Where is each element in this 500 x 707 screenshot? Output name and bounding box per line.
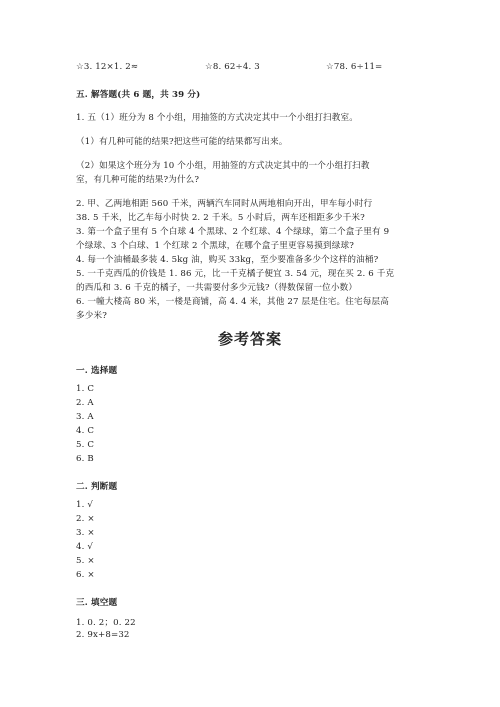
answer-judge-item: 1. √ [76, 500, 94, 510]
answers-title: 参考答案 [217, 330, 282, 348]
question-1-sub-1: （1）有几种可能的结果?把这些可能的结果都写出来。 [76, 137, 288, 147]
question-1-sub-2-line-1: （2）如果这个班分为 10 个小组，用抽签的方式决定其中的一个小组打扫教 [76, 161, 370, 171]
question-3-line-1: 3. 第一个盒子里有 5 个白球 4 个黑球、2 个红球、4 个绿球，第二个盒子里有 9 [76, 227, 390, 237]
question-1-intro: 1. 五（1）班分为 8 个小组，用抽签的方式决定其中一个小组打扫教室。 [76, 113, 358, 123]
question-2-line-2: 38. 5 千米，比乙车每小时快 2. 2 千米。5 小时后，两车还相距多少千米? [76, 213, 365, 223]
answer-choice-item: 5. C [76, 440, 95, 450]
answer-choice-item: 1. C [76, 384, 95, 394]
answer-choice-item: 4. C [76, 426, 95, 436]
answer-choice-item: 6. B [76, 454, 94, 464]
answer-fill-item: 2. 9x+8=32 [76, 630, 130, 640]
question-6-line-2: 多少米? [76, 311, 107, 321]
answer-judge-item: 3. × [76, 528, 95, 538]
answers-judge-heading: 二. 判断题 [76, 482, 118, 492]
calc-item-1: ☆3. 12×1. 2≈ [76, 62, 139, 72]
question-1-sub-2-line-2: 室，有几种可能的结果?为什么? [76, 175, 200, 185]
answers-fill-heading: 三. 填空题 [76, 598, 118, 608]
question-6-line-1: 6. 一幢大楼高 80 米，一楼是商铺，高 4. 4 米，其他 27 层是住宅。住宅每层高 [76, 297, 389, 307]
question-5-line-1: 5. 一千克西瓜的价钱是 1. 86 元，比一千克橘子便宜 3. 54 元，现在买 2. 6 千克 [76, 269, 395, 279]
answer-choice-item: 2. A [76, 398, 94, 408]
question-5-line-2: 的西瓜和 3. 6 千克的橘子，一共需要付多少元钱?（得数保留一位小数） [76, 283, 358, 293]
question-3-line-2: 个绿球、3 个白球、1 个红球 2 个黑球，在哪个盒子里更容易摸到绿球? [76, 241, 354, 251]
answer-choice-item: 3. A [76, 412, 94, 422]
answer-judge-item: 5. × [76, 556, 95, 566]
answer-fill-item: 1. 0. 2；0. 22 [76, 618, 136, 628]
answers-choice-heading: 一. 选择题 [76, 366, 118, 376]
calc-item-2: ☆8. 62÷4. 3 [205, 62, 260, 72]
answer-judge-item: 2. × [76, 514, 95, 524]
calc-item-3: ☆78. 6÷11= [326, 62, 383, 72]
answer-judge-item: 6. × [76, 570, 95, 580]
answer-judge-item: 4. √ [76, 542, 94, 552]
section-heading-answer-questions: 五. 解答题(共 6 题，共 39 分) [76, 90, 201, 100]
question-2-line-1: 2. 甲、乙两地相距 560 千米，两辆汽车同时从两地相向开出，甲车每小时行 [76, 199, 373, 209]
question-4: 4. 每一个油桶最多装 4. 5kg 油，购买 33kg，至少要准备多少个这样的油桶? [76, 255, 379, 265]
